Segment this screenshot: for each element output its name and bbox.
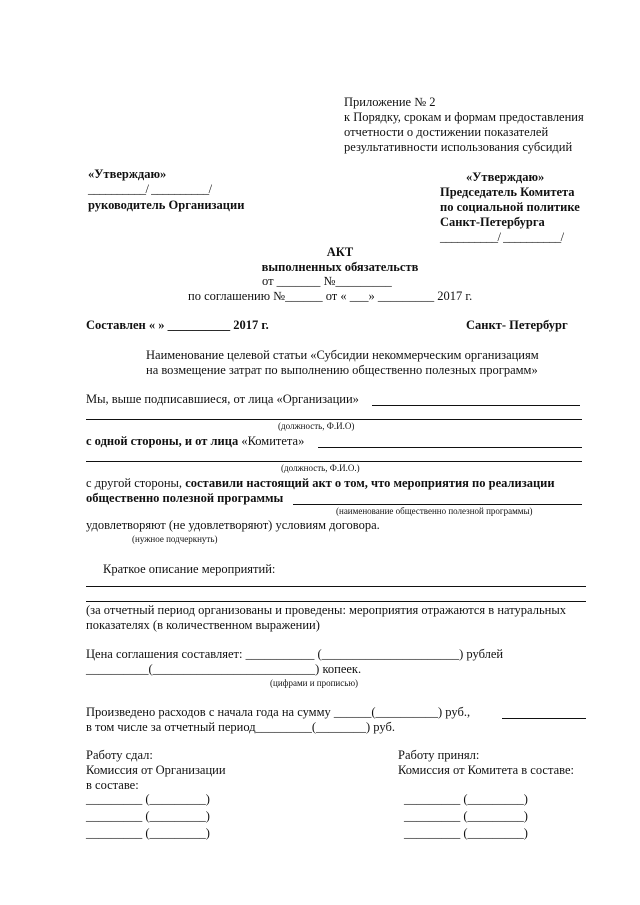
- one-side-label: с одной стороны, и от лица: [86, 434, 239, 448]
- description-label: Краткое описание мероприятий:: [103, 562, 276, 576]
- position-line-1: [86, 419, 582, 420]
- position-line-2: [86, 461, 582, 462]
- price-line-1: Цена соглашения составляет: ___________ (______________________) рублей: [86, 647, 504, 661]
- program-note: (наименование общественно полезной программы): [336, 506, 533, 516]
- expenses-line-1: Произведено расходов с начала года на сумму ______(__________) руб.,: [86, 705, 471, 719]
- organization-line: [372, 405, 580, 406]
- expenses-line-2: в том числе за отчетный период_________(________) руб.: [86, 720, 395, 734]
- org-signature-row: _________ (_________): [86, 792, 210, 806]
- position-note-1: (должность, Ф.И.О): [278, 421, 355, 431]
- composed-city: Санкт- Петербург: [466, 318, 568, 332]
- work-accepted-label: Работу принял:: [398, 748, 480, 762]
- position-note-2: (должность, Ф.И.О.): [281, 463, 360, 473]
- committee-commission-label: Комиссия от Комитета в составе:: [398, 763, 574, 777]
- article-line-1: Наименование целевой статьи «Субсидии некоммерческим организациям: [146, 348, 539, 362]
- underline-note: (нужное подчеркнуть): [132, 534, 218, 544]
- satisfy-text: удовлетворяют (не удовлетворяют) условиям договора.: [86, 518, 380, 532]
- approve-right-line-2: по социальной политике: [440, 200, 580, 214]
- appendix-line-2: к Порядку, срокам и формам предоставления: [344, 110, 584, 124]
- we-undersigned: Мы, выше подписавшиеся, от лица «Организации»: [86, 392, 359, 406]
- program-label: общественно полезной программы: [86, 491, 284, 505]
- approve-left-role: руководитель Организации: [88, 198, 245, 212]
- description-line-2: [86, 601, 586, 602]
- act-statement: составили настоящий акт о том, что мероприятия по реализации: [185, 476, 555, 490]
- appendix-line-1: Приложение № 2: [344, 95, 436, 109]
- appendix-line-4: результативности использования субсидий: [344, 140, 573, 154]
- composed-date: Составлен « » __________ 2017 г.: [86, 318, 269, 332]
- org-commission-label: Комиссия от Организации: [86, 763, 226, 777]
- other-side-label: с другой стороны,: [86, 476, 183, 490]
- act-title: АКТ: [326, 245, 354, 259]
- approve-right-title: «Утверждаю»: [466, 170, 545, 184]
- committee-signature-row: _________ (_________): [404, 809, 528, 823]
- price-line-2: __________(__________________________) копеек.: [86, 662, 362, 676]
- description-line-1: [86, 586, 586, 587]
- act-subtitle: выполненных обязательств: [261, 260, 419, 274]
- approve-right-line-1: Председатель Комитета: [440, 185, 575, 199]
- committee-signature-row: _________ (_________): [404, 826, 528, 840]
- org-signature-row: _________ (_________): [86, 809, 210, 823]
- committee-signature-row: _________ (_________): [404, 792, 528, 806]
- period-line-1: (за отчетный период организованы и проведены: мероприятия отражаются в натуральных: [86, 603, 566, 617]
- work-handed-label: Работу сдал:: [86, 748, 153, 762]
- expenses-extra-line: [502, 718, 586, 719]
- article-line-2: на возмещение затрат по выполнению общественно полезных программ»: [146, 363, 538, 377]
- approve-right-line-3: Санкт-Петербурга: [440, 215, 545, 229]
- program-line: [293, 504, 582, 505]
- act-from-number: от _______ №_________: [262, 274, 392, 288]
- committee-line: [318, 447, 582, 448]
- committee-label: «Комитета»: [241, 434, 305, 448]
- approve-left-signature: __________/ __________/: [88, 182, 212, 196]
- appendix-line-3: отчетности о достижении показателей: [344, 125, 549, 139]
- period-line-2: показателях (в количественном выражении): [86, 618, 320, 632]
- act-agreement: по соглашению №______ от « ___» _________ 2017 г.: [188, 289, 473, 303]
- org-commission-composition: в составе:: [86, 778, 139, 792]
- org-signature-row: _________ (_________): [86, 826, 210, 840]
- price-note: (цифрами и прописью): [270, 678, 359, 688]
- approve-left-title: «Утверждаю»: [88, 167, 167, 181]
- approve-right-signature: __________/ __________/: [440, 230, 564, 244]
